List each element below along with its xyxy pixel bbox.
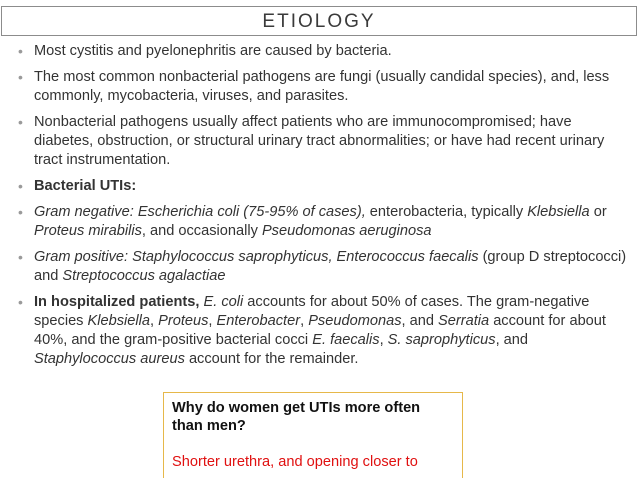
bullet-text-italic: Klebsiella	[527, 204, 590, 220]
bullet-dot-icon: •	[18, 249, 23, 265]
quiz-popup-box	[163, 392, 463, 478]
bullet-text-italic: Staphylococcus aureus	[34, 351, 185, 367]
bullet-text: Nonbacterial pathogens usually affect patients who are immunocompromised; have diabetes, obstruction, or structural urinary tract abnormalities; or have had recent urinary tract instrumentation.	[34, 114, 605, 168]
bullet-text-italic: E. faecalis	[312, 332, 380, 348]
bullet-text: or	[589, 204, 607, 220]
bullet-text-italic: Serratia	[438, 313, 490, 329]
bullet-item	[0, 177, 638, 196]
bullet-text-bold: In hospitalized patients,	[34, 294, 200, 310]
slide-title-bar	[1, 6, 637, 36]
bullet-dot-icon: •	[18, 43, 23, 59]
bullet-text: , and	[495, 332, 529, 348]
bullet-text: ,	[300, 313, 309, 329]
bullet-text-italic: Streptococcus agalactiae	[62, 268, 226, 284]
bullet-text: The most common nonbacterial pathogens are fungi (usually candidal species), and, less commonly, mycobacteria, viruses, and parasites.	[34, 69, 610, 104]
bullet-dot-icon: •	[18, 178, 23, 194]
slide-title: ETIOLOGY	[262, 10, 376, 32]
bullet-text: enterobacteria, typically	[365, 204, 528, 220]
quiz-answer: Shorter urethra, and opening closer to	[172, 454, 418, 470]
bullet-item	[0, 203, 638, 241]
bullet-text: (group D streptococci) and	[34, 249, 627, 284]
bullet-text-italic: E. coli	[203, 294, 244, 310]
bullet-dot-icon: •	[18, 69, 23, 85]
bullet-text: account for the remainder.	[184, 351, 359, 367]
bullet-text-italic: Pseudomonas aeruginosa	[261, 223, 432, 239]
bullet-text: ,	[208, 313, 217, 329]
bullet-item	[0, 68, 638, 106]
bullet-dot-icon: •	[18, 114, 23, 130]
bullet-text-italic: S. saprophyticus	[387, 332, 496, 348]
bullet-text: accounts for about 50% of cases. The gram-negative species	[34, 294, 590, 329]
bullet-item	[0, 248, 638, 286]
bullet-text-italic: Gram negative: Escherichia coli (75-95% of cases),	[34, 204, 366, 220]
bullet-item	[0, 42, 638, 61]
bullet-text-italic: Proteus	[158, 313, 209, 329]
bullet-item	[0, 293, 638, 369]
bullet-text: ,	[379, 332, 388, 348]
bullet-text-italic: Proteus mirabilis	[34, 223, 142, 239]
bullet-text: ,	[150, 313, 159, 329]
bullet-text-italic: Enterobacter	[216, 313, 301, 329]
bullet-dot-icon: •	[18, 204, 23, 220]
bullet-text-italic: Pseudomonas	[308, 313, 402, 329]
quiz-question: Why do women get UTIs more often than men?	[172, 400, 421, 434]
bullet-text: , and	[401, 313, 439, 329]
bullet-text: account for about 40%, and the gram-positive bacterial cocci	[34, 313, 606, 348]
bullet-text: , and occasionally	[141, 223, 262, 239]
bullet-text: Most cystitis and pyelonephritis are caused by bacteria.	[34, 43, 392, 59]
bullet-heading: Bacterial UTIs:	[34, 178, 137, 194]
bullet-text-italic: Klebsiella	[87, 313, 151, 329]
bullet-list	[0, 42, 638, 376]
bullet-dot-icon: •	[18, 294, 23, 310]
bullet-item	[0, 113, 638, 170]
bullet-text-italic: Gram positive: Staphylococcus saprophyticus, Enterococcus faecalis	[34, 249, 479, 265]
